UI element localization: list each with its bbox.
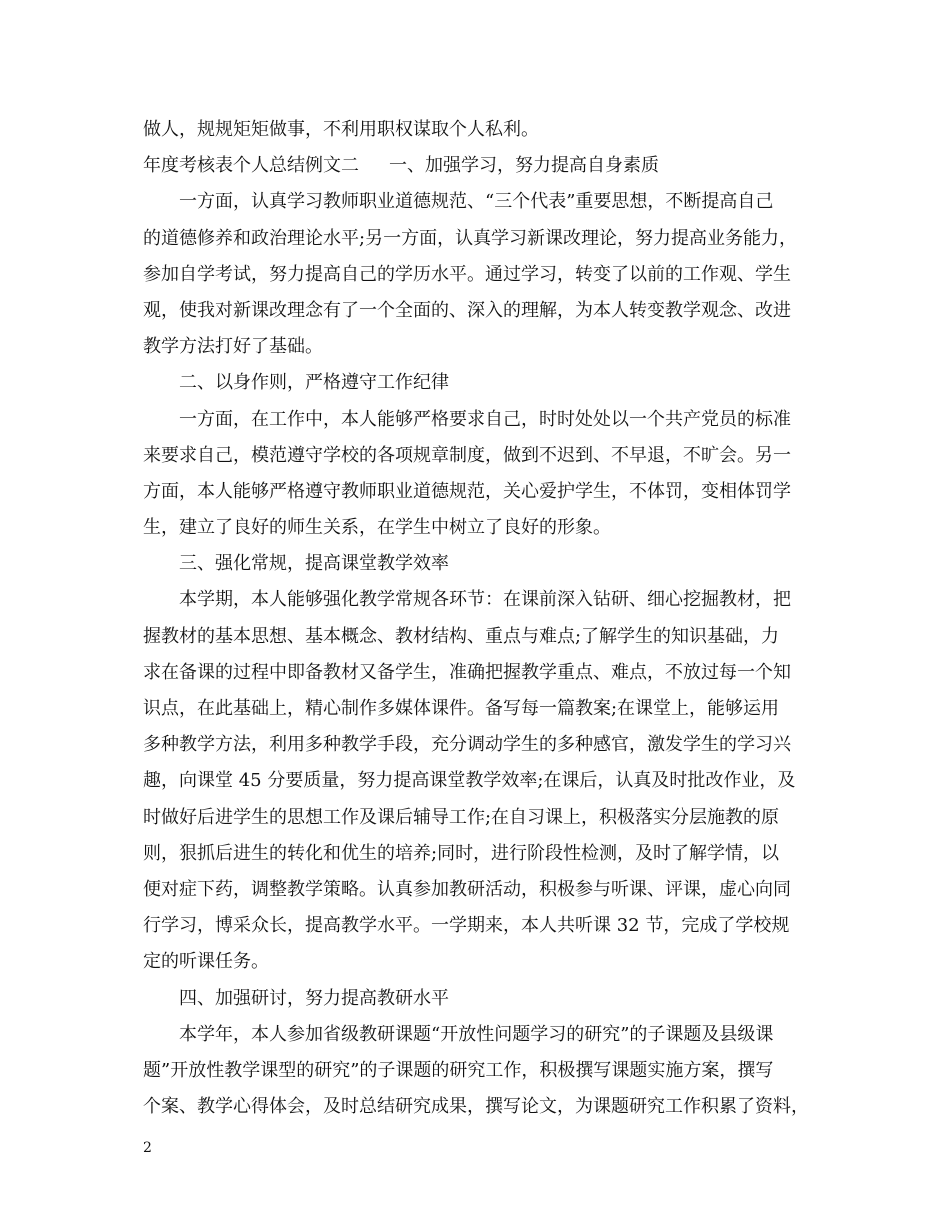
- text-line: 多种教学方法，利用多种教学手段，充分调动学生的多种感官，激发学生的学习兴: [143, 734, 791, 756]
- text-line: 做人，规规矩矩做事，不利用职权谋取个人私利。: [143, 119, 539, 140]
- text-line: 握教材的基本思想、基本概念、教材结构、重点与难点;了解学生的知识基础，力: [143, 625, 780, 647]
- text-line: 本学年，本人参加省级教研课题“开放性问题学习的研究”的子课题及县级课: [179, 1023, 774, 1045]
- section-heading: 四、加强研讨，努力提高教研水平: [179, 987, 449, 1009]
- text-line: 参加自学考试，努力提高自己的学历水平。通过学习，转变了以前的工作观、学生: [143, 263, 791, 285]
- text-line: 观，使我对新课改理念有了一个全面的、深入的理解，为本人转变教学观念、改进: [143, 299, 791, 321]
- text-line: 则，狠抓后进生的转化和优生的培养;同时，进行阶段性检测，及时了解学情，以: [143, 842, 780, 864]
- text-line: 生，建立了良好的师生关系，在学生中树立了良好的形象。: [143, 517, 611, 539]
- text-line: 便对症下药，调整教学策略。认真参加教研活动，积极参与听课、评课，虚心向同: [143, 878, 791, 900]
- text-line: 教学方法打好了基础。: [143, 336, 323, 358]
- text-line: 方面，本人能够严格遵守教师职业道德规范，关心爱护学生，不体罚，变相体罚学: [143, 480, 791, 502]
- text-line: 识点，在此基础上，精心制作多媒体课件。备写每一篇教案;在课堂上，能够运用: [143, 698, 780, 719]
- section-heading: 三、强化常规，提高课堂教学效率: [179, 553, 449, 575]
- text-line: 本学期，本人能够强化教学常规各环节：在课前深入钻研、细心挖掘教材，把: [179, 589, 791, 611]
- document-body: [143, 112, 813, 1125]
- text-line: 定的听课任务。: [143, 951, 269, 973]
- text-line: 行学习，博采众长，提高教学水平。一学期来，本人共听课 32 节，完成了学校规: [143, 915, 790, 937]
- text-line: 求在备课的过程中即备教材又备学生，准确把握教学重点、难点，不放过每一个知: [143, 661, 791, 683]
- heading-line: [143, 148, 813, 184]
- text-line: 个案、教学心得体会，及时总结研究成果，撰写论文，为课题研究工作积累了资料，: [143, 1096, 809, 1118]
- section-heading: 一、加强学习，努力提高自身素质: [389, 155, 659, 177]
- document-title: 年度考核表个人总结例文二: [143, 155, 359, 177]
- text-line: 的道德修养和政治理论水平;另一方面，认真学习新课改理论，努力提高业务能力，: [143, 227, 798, 249]
- page-number: 2: [143, 1140, 152, 1156]
- text-line: 趣，向课堂 45 分要质量，努力提高课堂教学效率;在课后，认真及时批改作业，及: [143, 770, 796, 792]
- text-line: 一方面，认真学习教师职业道德规范、“三个代表”重要思想，不断提高自己: [179, 191, 774, 213]
- section-heading: 二、以身作则，严格遵守工作纪律: [179, 372, 449, 394]
- text-line: 时做好后进学生的思想工作及课后辅导工作;在自习课上，积极落实分层施教的原: [143, 806, 780, 828]
- text-line: 一方面，在工作中，本人能够严格要求自己，时时处处以一个共产党员的标准: [179, 408, 791, 430]
- text-line: 题”开放性教学课型的研究”的子课题的研究工作，积极撰写课题实施方案，撰写: [143, 1059, 774, 1081]
- text-line: 来要求自己，模范遵守学校的各项规章制度，做到不迟到、不早退，不旷会。另一: [143, 444, 791, 466]
